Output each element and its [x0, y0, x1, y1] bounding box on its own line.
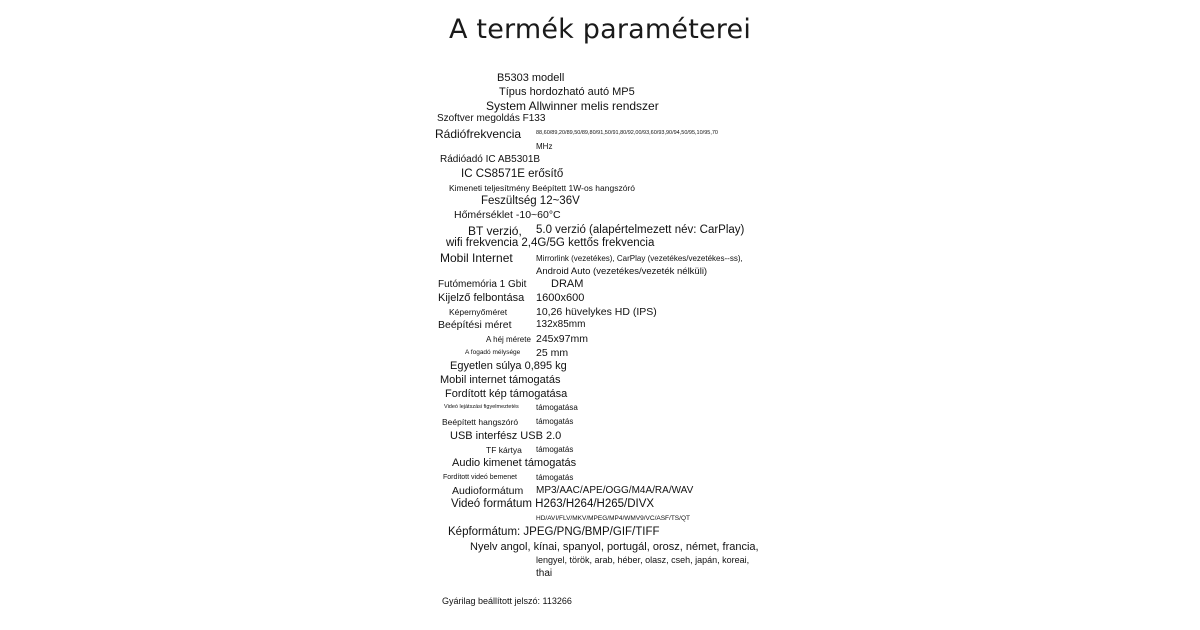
- spec-line: Fordított kép támogatása: [445, 388, 568, 400]
- spec-line: wifi frekvencia 2,4G/5G kettős frekvencia: [446, 237, 655, 249]
- spec-line: Mobil Internet: [440, 251, 513, 265]
- spec-line: Szoftver megoldás F133: [437, 113, 546, 124]
- spec-line: támogatás: [536, 445, 574, 454]
- spec-line: thai: [536, 568, 553, 579]
- spec-line: támogatás: [536, 417, 574, 426]
- spec-line: TF kártya: [486, 445, 522, 455]
- spec-line: Fordított videó bemenet: [443, 474, 517, 481]
- spec-line: 245x97mm: [536, 333, 588, 345]
- spec-line: támogatás: [536, 473, 574, 482]
- spec-line: 10,26 hüvelykes HD (IPS): [536, 306, 657, 318]
- spec-line: lengyel, török, arab, héber, olasz, cseh, japán, koreai,: [536, 555, 750, 565]
- spec-line: 5.0 verzió (alapértelmezett név: CarPlay): [536, 224, 745, 236]
- spec-line: Rádiófrekvencia: [435, 127, 522, 141]
- spec-line: Mobil internet támogatás: [440, 374, 561, 386]
- spec-line: 132x85mm: [536, 319, 586, 330]
- spec-line: MP3/AAC/APE/OGG/M4A/RA/WAV: [536, 485, 694, 496]
- spec-line: Beépítési méret: [438, 319, 512, 331]
- spec-line: A héj mérete: [486, 335, 531, 344]
- spec-line: Audioformátum: [452, 485, 524, 497]
- spec-line: System Allwinner melis rendszer: [486, 99, 659, 113]
- spec-line: HD/AVI/FLV/MKV/MPEG/MP4/WMV9/VC/ASF/TS/QT: [536, 515, 690, 522]
- spec-line: Kimeneti teljesítmény Beépített 1W-os hangszóró: [449, 183, 635, 193]
- spec-line: Beépített hangszóró: [442, 417, 519, 427]
- spec-line: A fogadó mélysége: [465, 349, 521, 356]
- spec-line: Audio kimenet támogatás: [452, 457, 577, 469]
- page-title: A termék paraméterei: [448, 14, 752, 45]
- spec-line: Mirrorlink (vezetékes), CarPlay (vezetékes/vezetékes--ss),: [536, 254, 743, 263]
- spec-line: USB interfész USB 2.0: [450, 430, 562, 442]
- spec-line: IC CS8571E erősítő: [461, 168, 564, 180]
- spec-line: Feszültség 12~36V: [481, 195, 580, 207]
- spec-line: Android Auto (vezetékes/vezeték nélküli): [536, 266, 708, 277]
- spec-line: Gyárilag beállított jelszó: 113266: [442, 596, 572, 606]
- spec-line: Futómemória 1 Gbit: [438, 279, 527, 290]
- spec-line: MHz: [536, 142, 553, 151]
- spec-line: Rádióadó IC AB5301B: [440, 154, 541, 165]
- spec-line: B5303 modell: [497, 72, 565, 84]
- spec-line: Videó formátum H263/H264/H265/DIVX: [451, 498, 655, 510]
- spec-line: Nyelv angol, kínai, spanyol, portugál, orosz, német, francia,: [470, 541, 759, 553]
- spec-line: Típus hordozható autó MP5: [499, 86, 635, 98]
- spec-line: Hőmérséklet -10~60°C: [454, 209, 561, 221]
- spec-line: DRAM: [551, 278, 584, 290]
- spec-line: BT verzió,: [468, 224, 522, 238]
- spec-line: 25 mm: [536, 347, 569, 359]
- spec-line: Videó lejátszási figyelmeztetés: [444, 404, 519, 410]
- spec-line: támogatása: [536, 403, 578, 412]
- spec-line: 88,60/89,20/89,50/89,80/91,50/91,80/92,00/93,60/93,90/94,50/95,10/95,70: [536, 130, 718, 136]
- spec-line: Képernyőméret: [449, 307, 508, 317]
- spec-line: Egyetlen súlya 0,895 kg: [450, 360, 567, 372]
- spec-line: 1600x600: [536, 292, 585, 304]
- spec-line: Képformátum: JPEG/PNG/BMP/GIF/TIFF: [448, 526, 660, 538]
- spec-line: Kijelző felbontása: [438, 292, 525, 304]
